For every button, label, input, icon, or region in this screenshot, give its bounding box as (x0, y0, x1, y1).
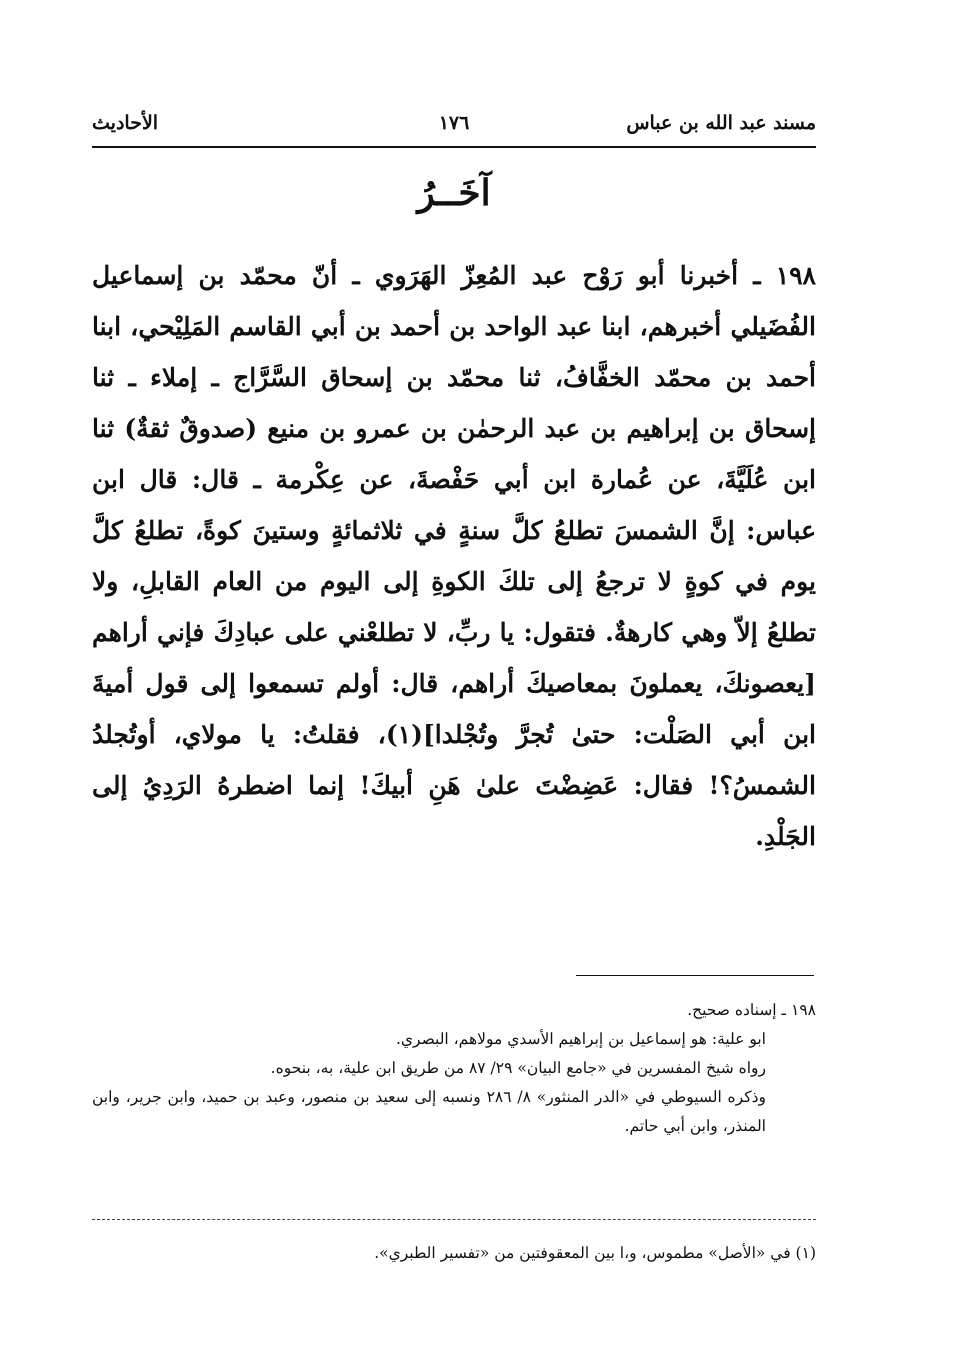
footnote-separator (92, 1219, 816, 1220)
note-isnad: ١٩٨ ـ إسناده صحيح. (687, 1001, 816, 1019)
notes-separator (576, 975, 814, 976)
note-tabari: رواه شيخ المفسرين في «جامع البيان» ٢٩/ ٨٧ من طريق ابن علية، به، بنحوه. (270, 1059, 766, 1077)
note-suyuti: وذكره السيوطي في «الدر المنثور» ٨/ ٢٨٦ ونسبه إلى سعيد بن منصور، وعبد بن حميد، وابن جرير، وابن المنذر، وابن أبي حاتم. (92, 1088, 766, 1135)
page-header (92, 106, 816, 148)
hadith-notes (92, 996, 816, 1141)
hadith-text: ١٩٨ ـ أخبرنا أبو رَوْح عبد المُعِزّ الهَرَوي ـ أنّ محمّد بن إسماعيل الفُضَيلي أخبرهم، ابنا عبد الواحد بن أحمد بن أبي القاسم المَلِيْحي، ابنا أحمد بن محمّد الخفَّافُ، ثنا محمّد بن إسحاق السَّرَّاج ـ إملاء ـ ثنا إسحاق بن إبراهيم بن عبد الرحمٰن بن عمرو بن منيع (صدوقٌ ثقةٌ) ثنا ابن عُلَيَّةَ، عن عُمارة ابن أبي حَفْصةَ، عن عِكْرمة ـ قال: قال ابن عباس: إنَّ الشمسَ تطلعُ كلَّ سنةٍ في ثلاثمائةٍ وستينَ كوةً، تطلعُ كلَّ يوم في كوةٍ لا ترجعُ إلى تلكَ الكوةِ إلى اليوم من العام القابلِ، ولا تطلعُ إلاّ وهي كارهةٌ. فتقول: يا ربِّ، لا تطلعْني على عبادِكَ فإني أراهم [يعصونكَ، يعملونَ بمعاصيكَ أراهم، قال: أولم تسمعوا إلى قول أميةَ ابن أبي الصَلْت: حتىٰ تُجرَّ وتُجْلدا](١)، فقلتُ: يا مولاي، أوتُجلدُ الشمسُ؟! فقال: عَضِضْتَ علىٰ هَنِ أبيكَ! إنما اضطرهُ الرَدِيُ إلى الجَلْدِ. (92, 261, 817, 851)
footnote: (١) في «الأصل» مطموس، و،ا بين المعقوفتين من «تفسير الطبري». (374, 1244, 816, 1262)
running-book-title: مسند عبد الله بن عباس (626, 112, 816, 134)
running-section-title: الأحاديث (92, 112, 159, 134)
note-narrator: ابو علية: هو إسماعيل بن إبراهيم الأسدي مولاهم، البصري. (395, 1030, 766, 1048)
section-title: آخَــرُ (417, 172, 491, 214)
page-number: ١٧٦ (438, 112, 470, 134)
